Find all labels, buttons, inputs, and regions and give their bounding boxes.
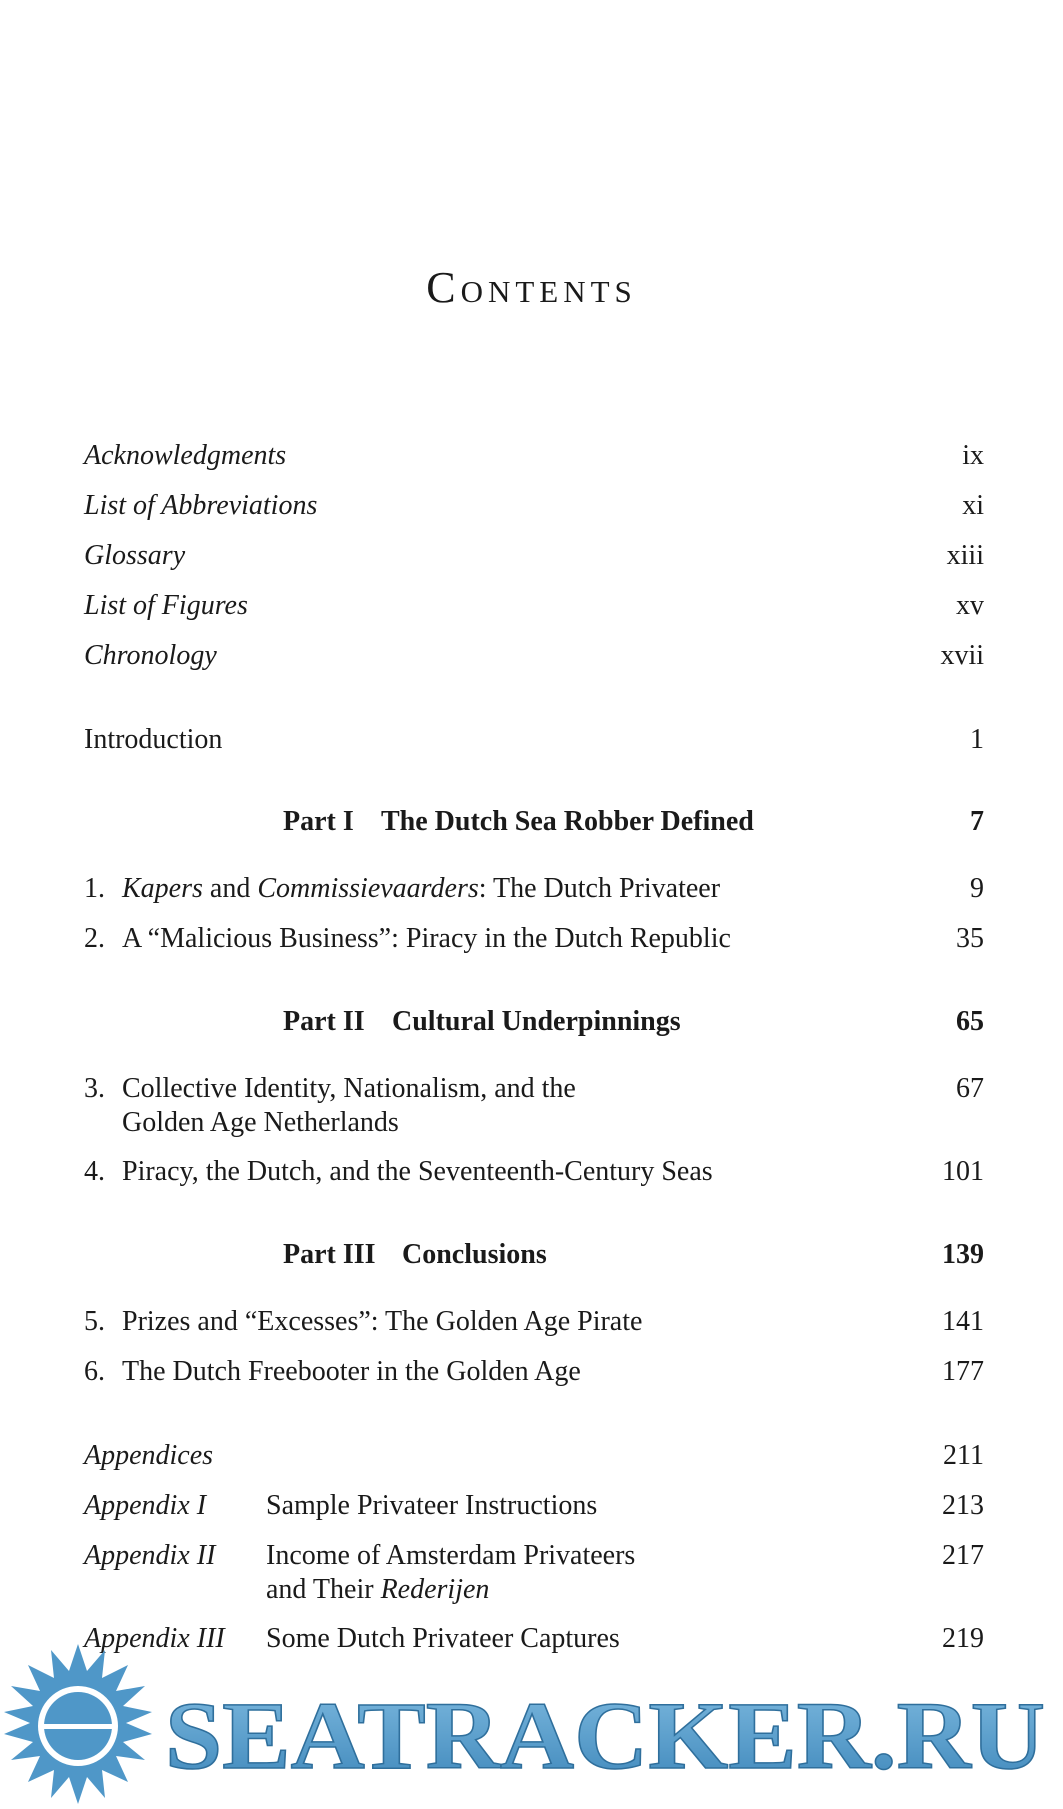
part-title: Cultural Underpinnings — [392, 1006, 681, 1037]
chapter-title: Piracy, the Dutch, and the Seventeenth-Century Seas — [122, 1156, 713, 1187]
entry-label: Appendices — [84, 1440, 214, 1471]
part-title: The Dutch Sea Robber Defined — [381, 806, 754, 837]
entry-page: 177 — [942, 1356, 984, 1387]
entry-label: Glossary — [84, 540, 186, 571]
part-label: Part III — [283, 1239, 376, 1270]
entry-page: ix — [962, 440, 984, 471]
entry-page: xiii — [946, 540, 984, 571]
toc-entry-appendices[interactable] — [84, 1439, 984, 1473]
chapter-title: The Dutch Freebooter in the Golden Age — [122, 1356, 581, 1387]
chapter-number: 5. — [84, 1306, 105, 1337]
entry-label: Introduction — [84, 724, 223, 755]
part-title: Conclusions — [402, 1239, 547, 1270]
sun-icon — [4, 1644, 152, 1804]
part-page: 7 — [970, 806, 984, 837]
part-page: 139 — [942, 1239, 984, 1270]
appendix-title: Sample Privateer Instructions — [266, 1490, 598, 1521]
appendix-label: Appendix III — [84, 1623, 225, 1654]
entry-page: 9 — [970, 873, 984, 904]
toc-entry-glossary[interactable] — [84, 539, 984, 573]
toc-appendix-2[interactable] — [84, 1539, 984, 1607]
toc-entry-abbreviations[interactable] — [84, 489, 984, 523]
entry-page: 213 — [942, 1490, 984, 1521]
appendix-label: Appendix II — [84, 1540, 216, 1571]
toc-chapter-3[interactable] — [84, 1072, 984, 1140]
toc-entry-acknowledgments[interactable] — [84, 439, 984, 473]
chapter-number: 1. — [84, 873, 105, 904]
toc-entry-introduction[interactable] — [84, 723, 984, 757]
entry-label: Chronology — [84, 640, 217, 671]
chapter-number: 2. — [84, 923, 105, 954]
part-page: 65 — [956, 1006, 984, 1037]
entry-page: 1 — [970, 724, 984, 755]
chapter-number: 4. — [84, 1156, 105, 1187]
entry-label: List of Figures — [84, 590, 248, 621]
entry-label: List of Abbreviations — [84, 490, 318, 521]
watermark-text: SEATRACKER.RU — [165, 1682, 1045, 1789]
toc-entry-chronology[interactable] — [84, 639, 984, 673]
entry-label: Acknowledgments — [84, 440, 287, 471]
part-label: Part II — [283, 1006, 365, 1037]
entry-page: xi — [962, 490, 984, 521]
watermark — [0, 1640, 1063, 1804]
watermark-graphic — [0, 1640, 1063, 1804]
entry-page: 101 — [942, 1156, 984, 1187]
chapter-number: 3. — [84, 1073, 105, 1104]
chapter-title: Prizes and “Excesses”: The Golden Age Pirate — [122, 1306, 643, 1337]
entry-page: xvii — [940, 640, 984, 671]
chapter-number: 6. — [84, 1356, 105, 1387]
appendix-label: Appendix I — [84, 1490, 207, 1521]
entry-page: xv — [956, 590, 984, 621]
chapter-title: A “Malicious Business”: Piracy in the Dutch Republic — [122, 923, 731, 954]
entry-page: 217 — [942, 1540, 984, 1571]
chapter-title: Collective Identity, Nationalism, and the Golden Age Netherlands — [122, 1073, 576, 1138]
entry-page: 141 — [942, 1306, 984, 1337]
entry-page: 67 — [956, 1073, 984, 1104]
part-label: Part I — [283, 806, 354, 837]
entry-page: 211 — [943, 1440, 984, 1471]
page-title: Contents — [426, 263, 637, 312]
appendix-title: Some Dutch Privateer Captures — [266, 1623, 620, 1654]
entry-page: 219 — [942, 1623, 984, 1654]
toc-entry-figures[interactable] — [84, 589, 984, 623]
entry-page: 35 — [956, 923, 984, 954]
chapter-title: Kapers and Commissievaarders: The Dutch Privateer — [122, 873, 721, 904]
appendix-title: Income of Amsterdam Privateers and Their Rederijen — [266, 1540, 636, 1605]
